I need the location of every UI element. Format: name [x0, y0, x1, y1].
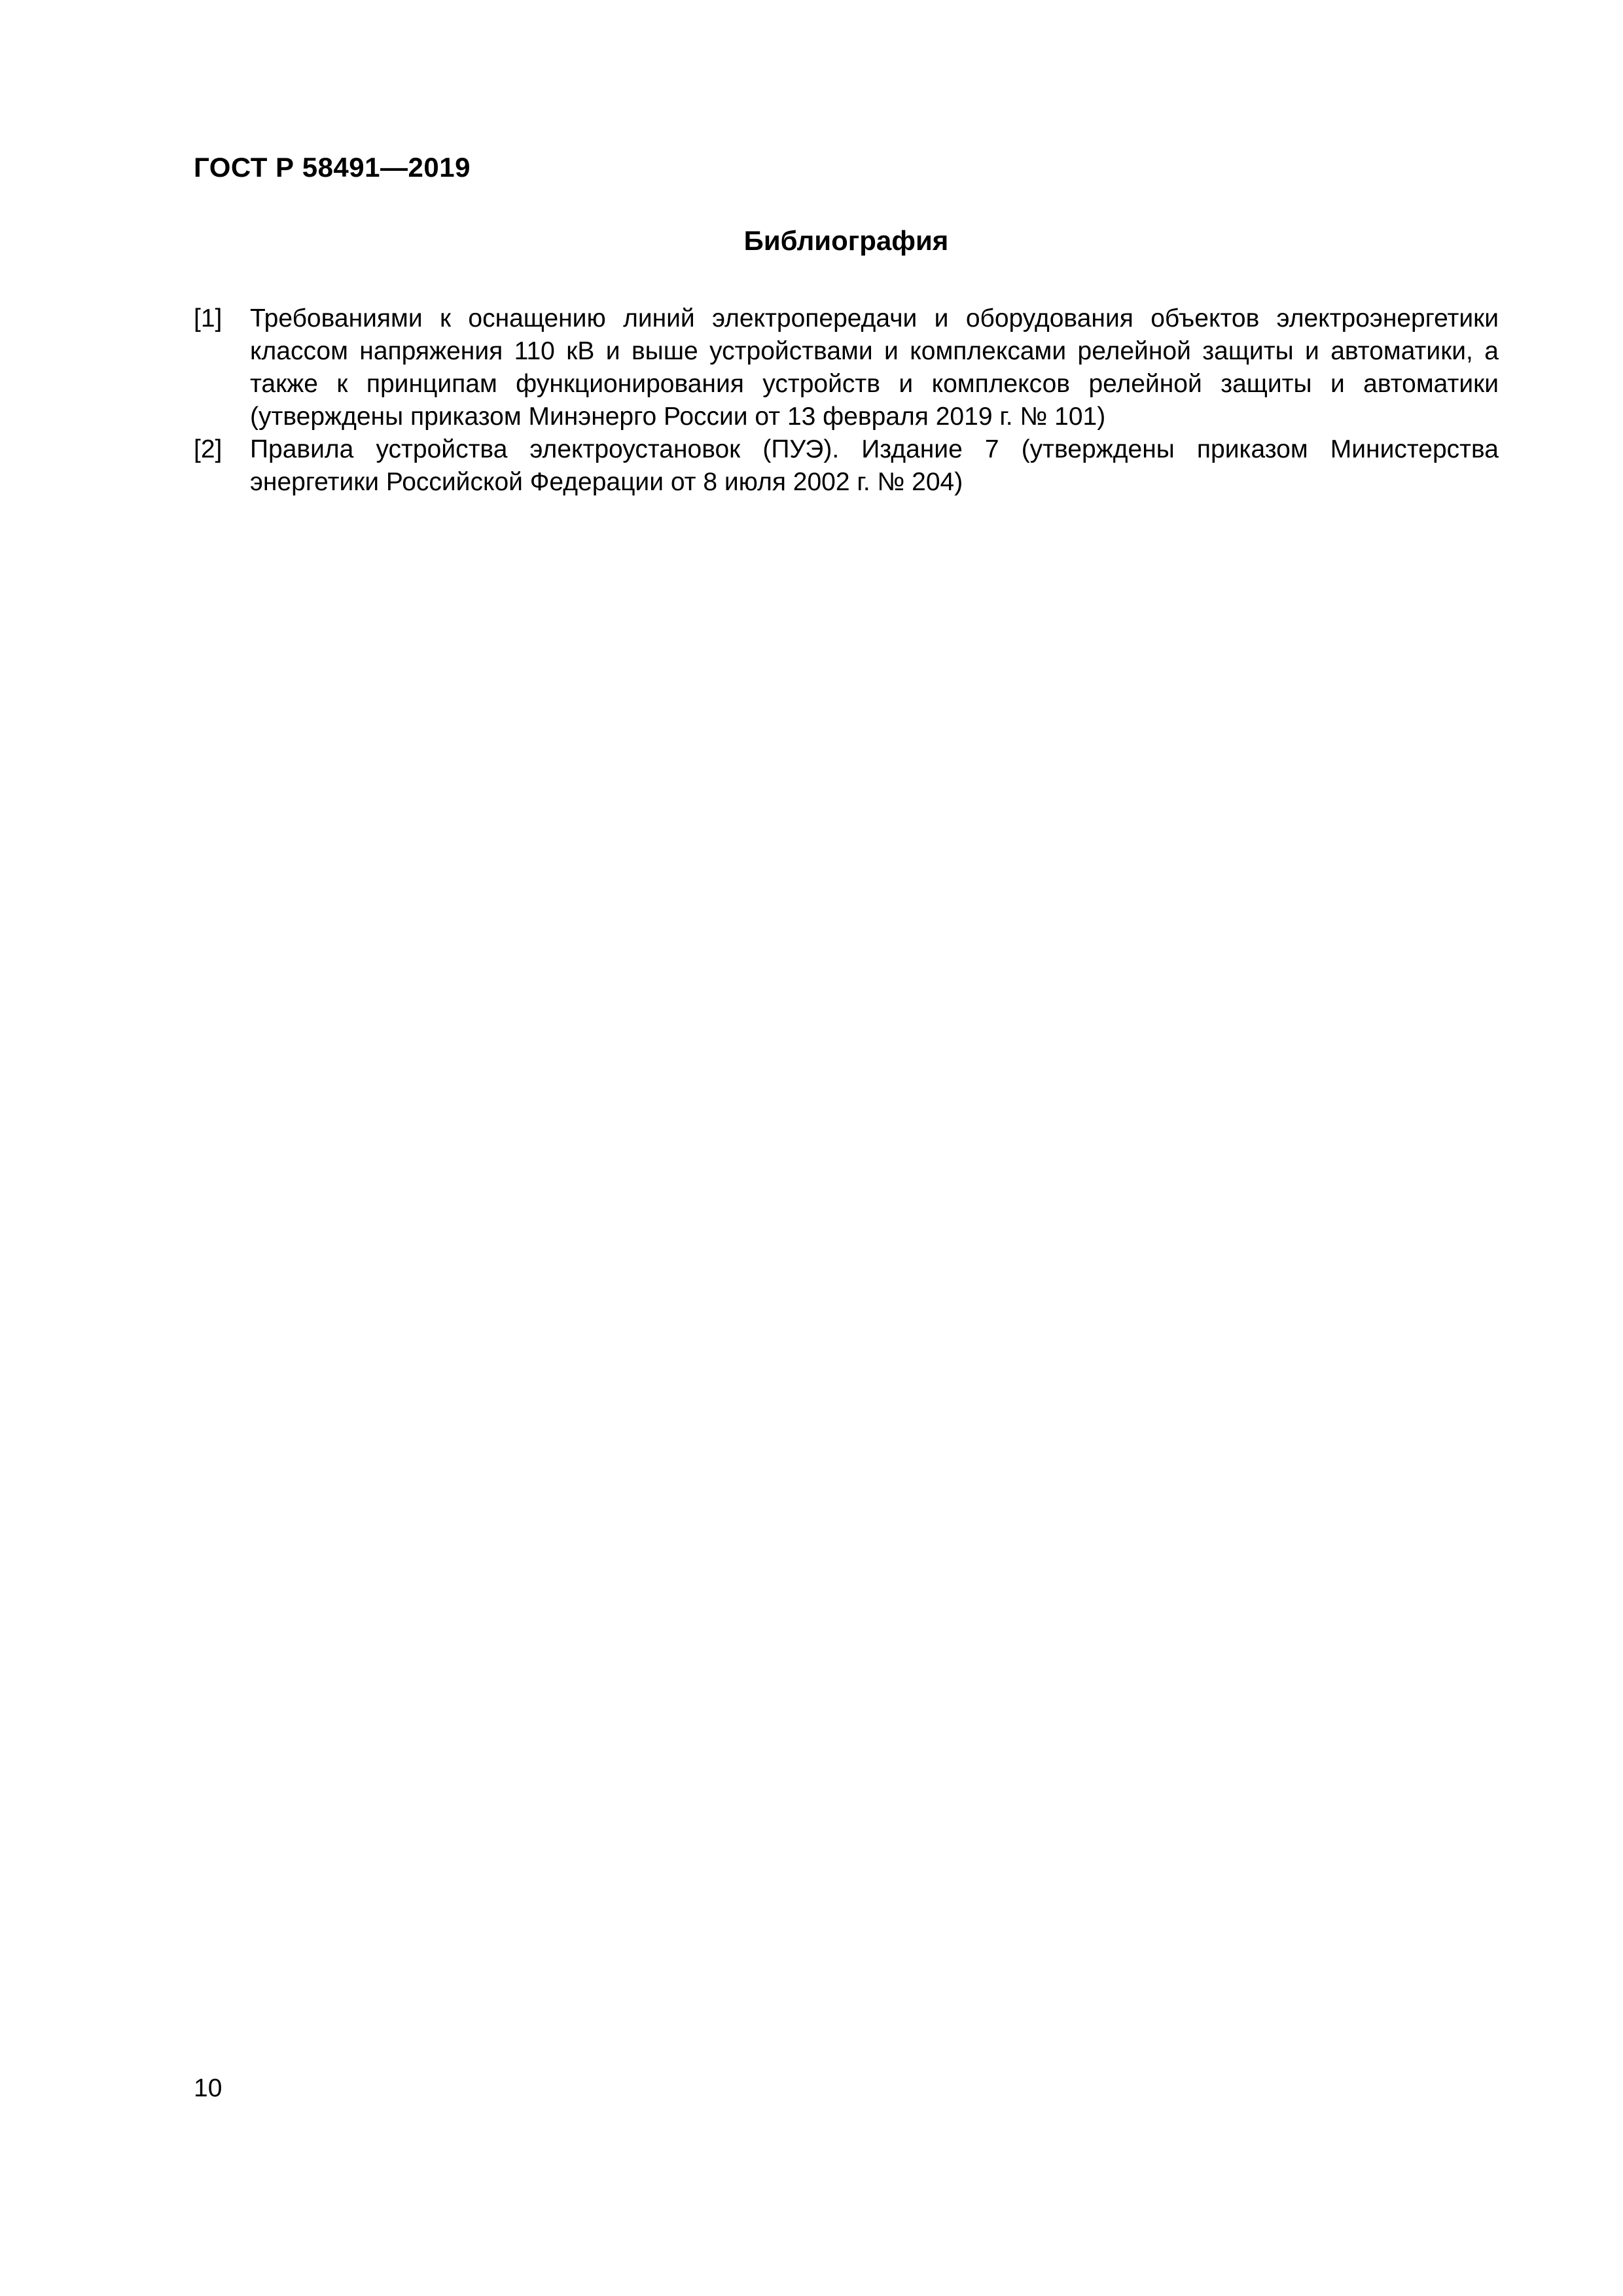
section-title: Библиография [743, 225, 949, 256]
bibliography-item-number: [2] [194, 435, 223, 463]
bibliography-item [194, 302, 1499, 433]
bibliography-item-number: [1] [194, 304, 223, 332]
bibliography-item-text: Правила устройства электроустановок (ПУЭ). Издание 7 (утверждены приказом Министерства энергетики Российской Федерации от 8 июля 2002 г. № 204) [250, 435, 1499, 496]
bibliography-list [194, 302, 1499, 499]
bibliography-item [194, 433, 1499, 499]
page-number: 10 [194, 2074, 223, 2102]
bibliography-item-text: Требованиями к оснащению линий электропередачи и оборудования объектов электроэнергетики классом напряжения 110 кВ и выше устройствами и комплексами релейной защиты и автоматики, а также к принципам функционирования устройств и комплексов релейной защиты и автоматики (утверждены приказом Минэнерго России от 13 февраля 2019 г. № 101) [250, 304, 1499, 431]
document-code-header: ГОСТ Р 58491—2019 [194, 152, 471, 183]
